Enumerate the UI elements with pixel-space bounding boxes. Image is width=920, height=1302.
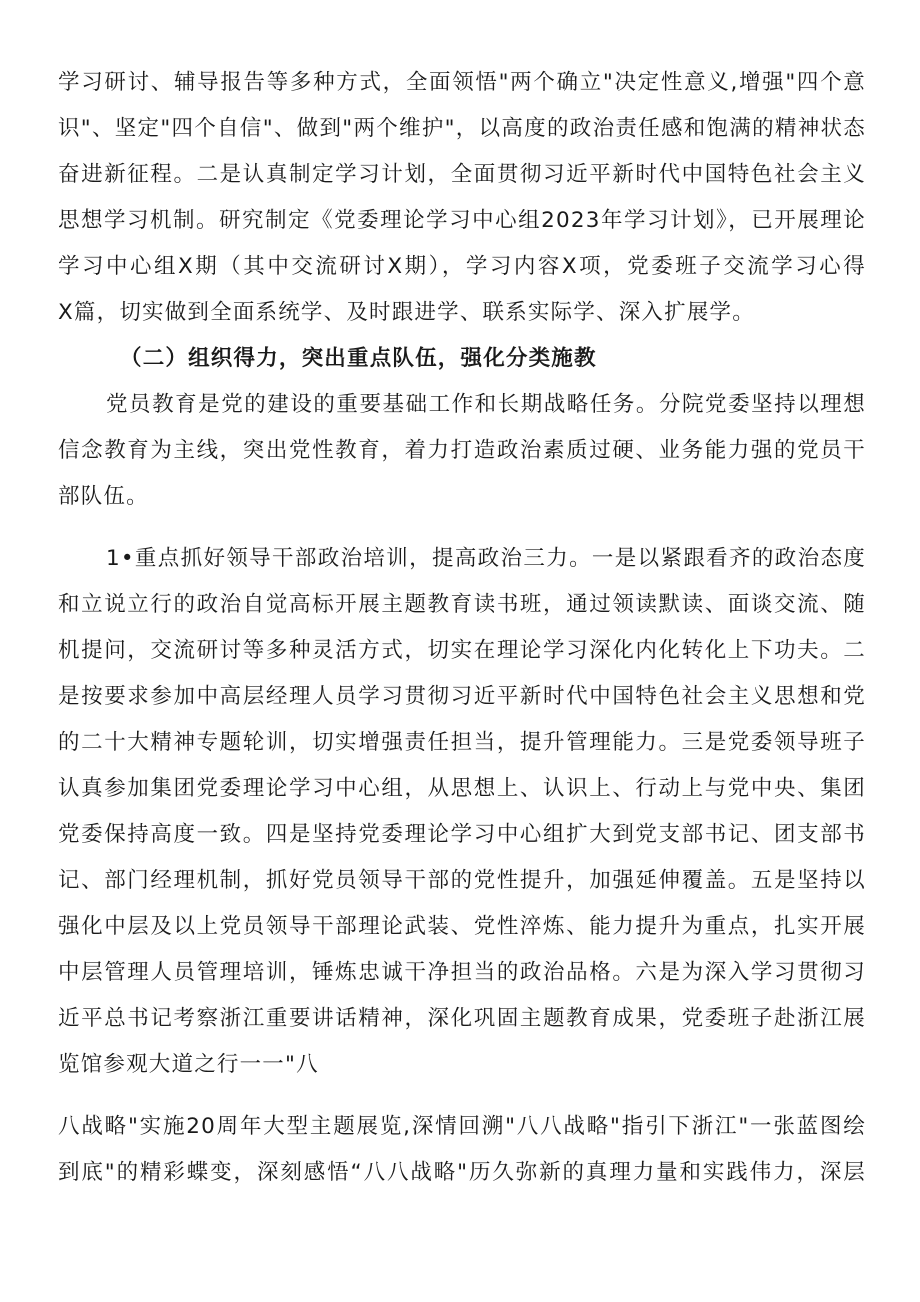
body-text-line: 机提问，交流研讨等多种灵活方式，切实在理论学习深化内化转化上下功夫。二 <box>58 638 866 663</box>
body-text-line: 部队伍。 <box>58 484 149 509</box>
body-text-line: 中层管理人员管理培训，锤炼忠诚干净担当的政治品格。六是为深入学习贯彻习 <box>58 960 866 985</box>
body-text-line: 强化中层及以上党员领导干部理论武装、党性淬炼、能力提升为重点，扎实开展 <box>58 914 866 939</box>
body-text-line: 八战略"实施20周年大型主题展览,深情回溯"八八战略"指引下浙江"一张蓝图绘 <box>58 1114 866 1139</box>
body-text-line: 识"、坚定"四个自信"、做到"两个维护"，以高度的政治责任感和饱满的精神状态 <box>58 116 866 141</box>
body-text-line: 党委保持高度一致。四是坚持党委理论学习中心组扩大到党支部书记、团支部书 <box>58 822 866 847</box>
body-text-line: 奋进新征程。二是认真制定学习计划，全面贯彻习近平新时代中国特色社会主义 <box>58 162 866 187</box>
body-text-line: 的二十大精神专题轮训，切实增强责任担当，提升管理能力。三是党委领导班子 <box>58 730 866 755</box>
section-heading: （二）组织得力，突出重点队伍，强化分类施教 <box>120 346 597 371</box>
paragraph-first-line: 党员教育是党的建设的重要基础工作和长期战略任务。分院党委坚持以理想 <box>106 392 866 417</box>
body-text-line: 和立说立行的政治自觉高标开展主题教育读书班，通过领读默读、面谈交流、随 <box>58 592 866 617</box>
body-text-line: 信念教育为主线，突出党性教育，着力打造政治素质过硬、业务能力强的党员干 <box>58 438 866 463</box>
body-text-line: X篇，切实做到全面系统学、及时跟进学、联系实际学、深入扩展学。 <box>58 300 755 325</box>
body-text-line: 览馆参观大道之行一一"八 <box>58 1052 319 1077</box>
body-text-line: 学习研讨、辅导报告等多种方式，全面领悟"两个确立"决定性意义,增强"四个意 <box>58 70 866 95</box>
body-text-line: 记、部门经理机制，抓好党员领导干部的党性提升，加强延伸覆盖。五是坚持以 <box>58 868 866 893</box>
body-text-line: 到底"的精彩蝶变，深刻感悟“八八战略"历久弥新的真理力量和实践伟力，深层 <box>58 1160 866 1185</box>
paragraph-first-line: 1•重点抓好领导干部政治培训，提高政治三力。一是以紧跟看齐的政治态度 <box>106 546 866 571</box>
body-text-line: 学习中心组X期（其中交流研讨X期），学习内容X项，党委班子交流学习心得 <box>58 254 866 279</box>
body-text-line: 认真参加集团党委理论学习中心组，从思想上、认识上、行动上与党中央、集团 <box>58 776 866 801</box>
body-text-line: 是按要求参加中高层经理人员学习贯彻习近平新时代中国特色社会主义思想和党 <box>58 684 866 709</box>
body-text-line: 近平总书记考察浙江重要讲话精神，深化巩固主题教育成果，党委班子赴浙江展 <box>58 1006 866 1031</box>
body-text-line: 思想学习机制。研究制定《党委理论学习中心组2023年学习计划》，已开展理论 <box>58 208 866 233</box>
